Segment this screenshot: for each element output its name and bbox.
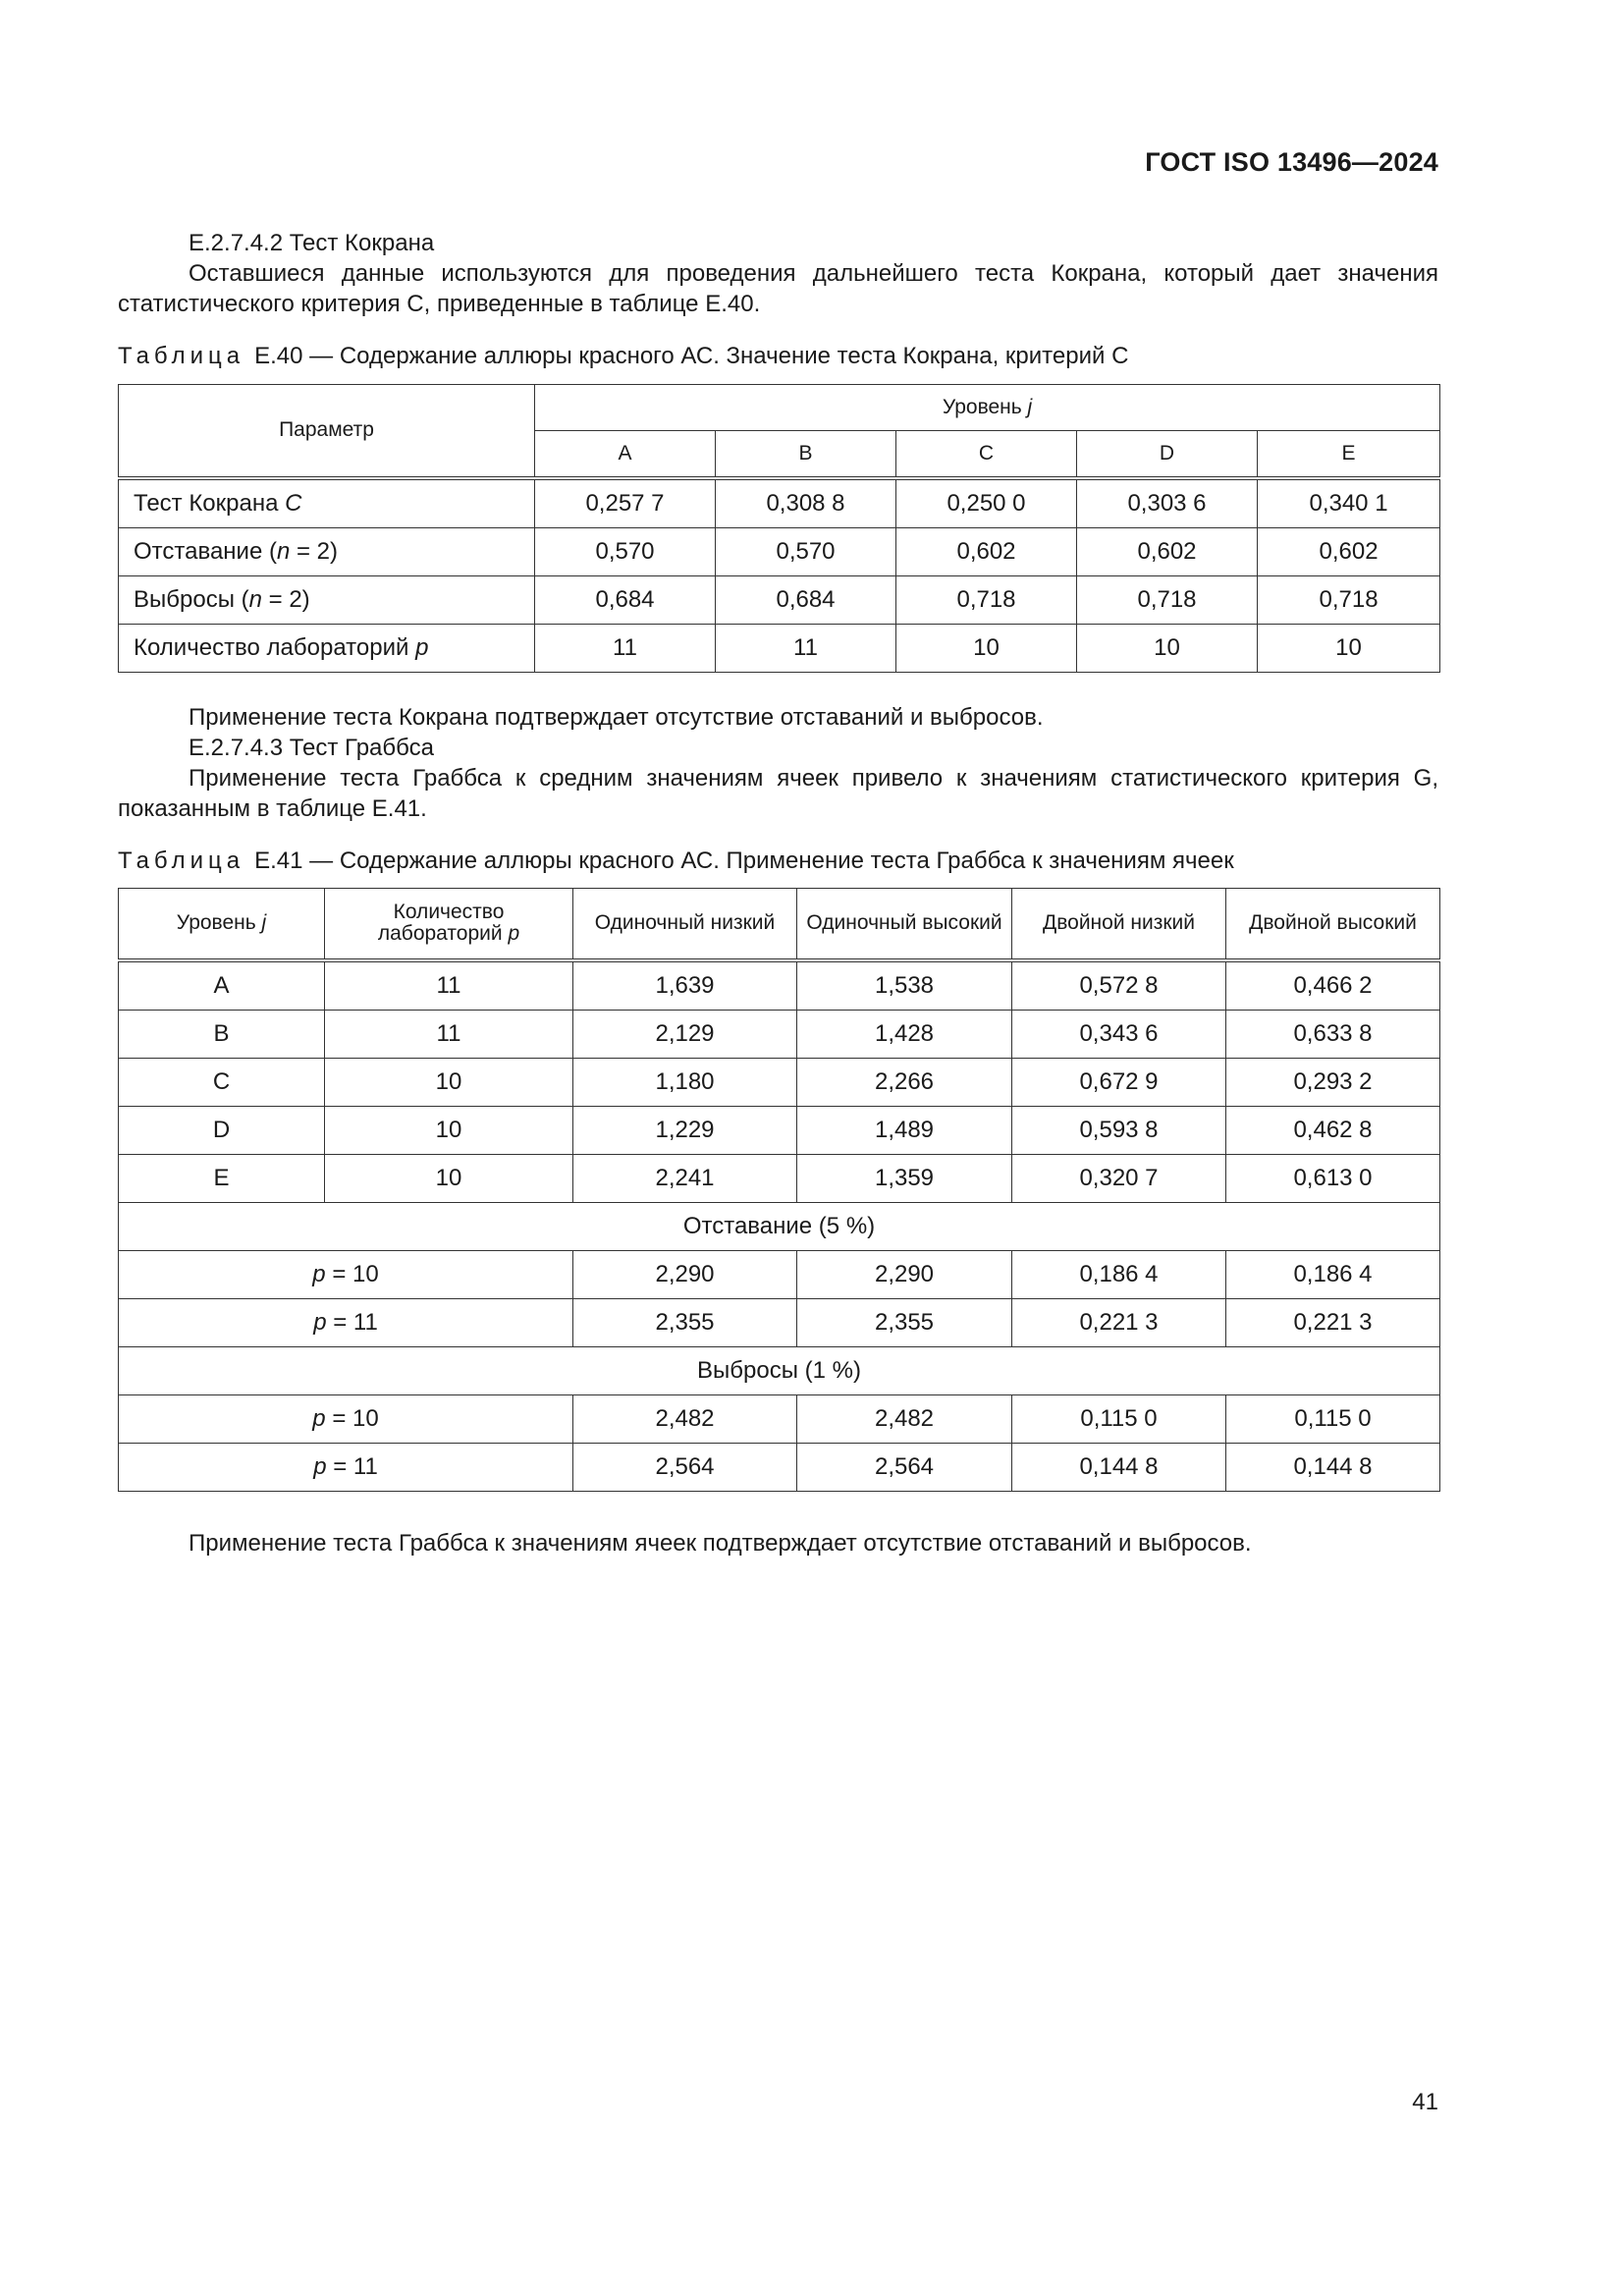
page-number: 41 (1412, 2089, 1438, 2115)
row-label: Выбросы (n = 2) (119, 575, 535, 624)
table-cell: 2,564 (573, 1443, 797, 1491)
header-level-b: B (716, 431, 896, 478)
table-cell: 0,718 (1077, 575, 1258, 624)
p-label: p = 10 (119, 1250, 573, 1298)
table-cell: 0,570 (535, 527, 716, 575)
table-cell: 10 (1077, 624, 1258, 672)
table-cell: 10 (896, 624, 1077, 672)
table-cell: 2,482 (797, 1394, 1012, 1443)
table-caption-text: Е.40 — Содержание аллюры красного АС. Значение теста Кокрана, критерий С (254, 343, 1129, 369)
table-cell: 0,602 (1077, 527, 1258, 575)
table-cell: 1,489 (797, 1106, 1012, 1154)
table-caption-e40 (118, 341, 1128, 371)
table-e41 (118, 888, 1440, 1492)
table-cell: 2,482 (573, 1394, 797, 1443)
table-section-row (119, 1202, 1440, 1250)
table-cell: 10 (325, 1154, 573, 1202)
table-e40 (118, 384, 1440, 673)
table-cell: D (119, 1106, 325, 1154)
table-cell: 1,639 (573, 960, 797, 1011)
table-cell: 1,229 (573, 1106, 797, 1154)
table-cell: 0,303 6 (1077, 478, 1258, 528)
table-cell: 0,340 1 (1258, 478, 1440, 528)
table-cell: 0,684 (716, 575, 896, 624)
table-cell: 0,718 (1258, 575, 1440, 624)
header-single-low: Одиночный низкий (573, 889, 797, 960)
table-row (119, 1058, 1440, 1106)
table-cell: 1,359 (797, 1154, 1012, 1202)
header-level-d: D (1077, 431, 1258, 478)
table-row (119, 575, 1440, 624)
table-cell: 0,320 7 (1012, 1154, 1226, 1202)
table-cell: 0,602 (1258, 527, 1440, 575)
table-row (119, 1010, 1440, 1058)
row-label: Количество лабораторий p (119, 624, 535, 672)
table-cell: 0,343 6 (1012, 1010, 1226, 1058)
cochran-conclusion: Применение теста Кокрана подтверждает отсутствие отставаний и выбросов. (189, 704, 1044, 731)
table-cell: 0,572 8 (1012, 960, 1226, 1011)
table-cell: 10 (325, 1058, 573, 1106)
table-row (119, 624, 1440, 672)
table-row (119, 1250, 1440, 1298)
header-labs: Количество лабораторий p (325, 889, 573, 960)
table-cell: B (119, 1010, 325, 1058)
table-cell: 0,186 4 (1012, 1250, 1226, 1298)
header-level-c: C (896, 431, 1077, 478)
table-row (119, 1298, 1440, 1346)
table-cell: 2,290 (573, 1250, 797, 1298)
row-label: Отставание (n = 2) (119, 527, 535, 575)
table-cell: 0,602 (896, 527, 1077, 575)
p-label: p = 10 (119, 1394, 573, 1443)
table-cell: 11 (325, 1010, 573, 1058)
table-caption-e41 (118, 846, 1234, 876)
row-label: Тест Кокрана C (119, 478, 535, 528)
table-cell: 0,250 0 (896, 478, 1077, 528)
table-cell: 2,564 (797, 1443, 1012, 1491)
header-level-a: A (535, 431, 716, 478)
table-row (119, 1154, 1440, 1202)
table-caption-text: Е.41 — Содержание аллюры красного АС. Применение теста Граббса к значениям ячеек (254, 847, 1234, 874)
table-row (119, 1443, 1440, 1491)
table-cell: A (119, 960, 325, 1011)
table-cell: 0,672 9 (1012, 1058, 1226, 1106)
table-row (119, 1106, 1440, 1154)
table-cell: 0,718 (896, 575, 1077, 624)
section-heading-grubbs: Е.2.7.4.3 Тест Граббса (189, 735, 434, 761)
table-cell: 11 (535, 624, 716, 672)
table-row (119, 1394, 1440, 1443)
table-cell: 2,241 (573, 1154, 797, 1202)
table-cell: 0,221 3 (1012, 1298, 1226, 1346)
table-cell: 10 (1258, 624, 1440, 672)
table-cell: 2,129 (573, 1010, 797, 1058)
header-single-high: Одиночный высокий (797, 889, 1012, 960)
table-cell: 10 (325, 1106, 573, 1154)
section-text-grubbs: Применение теста Граббса к средним значениям ячеек привело к значениям статистического критерия G, показанным в таблице Е.41. (118, 765, 1438, 822)
table-cell: 1,428 (797, 1010, 1012, 1058)
table-cell: 2,355 (797, 1298, 1012, 1346)
table-cell: 0,115 0 (1226, 1394, 1440, 1443)
table-cell: 0,144 8 (1012, 1443, 1226, 1491)
table-row (119, 478, 1440, 528)
table-cell: 0,221 3 (1226, 1298, 1440, 1346)
outliers-title: Выбросы (1 %) (119, 1346, 1440, 1394)
table-cell: 11 (325, 960, 573, 1011)
table-cell: 0,466 2 (1226, 960, 1440, 1011)
table-cell: 0,308 8 (716, 478, 896, 528)
table-cell: 0,684 (535, 575, 716, 624)
table-cell: 0,613 0 (1226, 1154, 1440, 1202)
document-code: ГОСТ ISO 13496—2024 (1145, 147, 1438, 177)
table-cell: 0,593 8 (1012, 1106, 1226, 1154)
table-cell: 2,355 (573, 1298, 797, 1346)
header-level-e: E (1258, 431, 1440, 478)
table-row (119, 527, 1440, 575)
header-level: Уровень j (119, 889, 325, 960)
table-cell: 1,180 (573, 1058, 797, 1106)
table-cell: 0,633 8 (1226, 1010, 1440, 1058)
grubbs-conclusion: Применение теста Граббса к значениям ячеек подтверждает отсутствие отставаний и выбросов. (189, 1530, 1252, 1557)
table-caption-prefix: Таблица (118, 847, 245, 874)
table-cell: 0,257 7 (535, 478, 716, 528)
p-label: p = 11 (119, 1298, 573, 1346)
table-cell: 0,293 2 (1226, 1058, 1440, 1106)
p-label: p = 11 (119, 1443, 573, 1491)
header-double-low: Двойной низкий (1012, 889, 1226, 960)
table-cell: 0,115 0 (1012, 1394, 1226, 1443)
section-text-cochran: Оставшиеся данные используются для проведения дальнейшего теста Кокрана, который дает значения статистического критерия С, приведенные в таблице Е.40. (118, 260, 1438, 317)
table-cell: E (119, 1154, 325, 1202)
table-section-row (119, 1346, 1440, 1394)
header-level: Уровень j (535, 385, 1440, 431)
stragglers-title: Отставание (5 %) (119, 1202, 1440, 1250)
table-cell: 0,186 4 (1226, 1250, 1440, 1298)
table-row (119, 960, 1440, 1011)
header-double-high: Двойной высокий (1226, 889, 1440, 960)
table-cell: 2,266 (797, 1058, 1012, 1106)
table-cell: 0,570 (716, 527, 896, 575)
table-cell: 0,144 8 (1226, 1443, 1440, 1491)
table-cell: 0,462 8 (1226, 1106, 1440, 1154)
header-parameter: Параметр (119, 385, 535, 478)
table-caption-prefix: Таблица (118, 343, 245, 369)
table-cell: 2,290 (797, 1250, 1012, 1298)
table-cell: 11 (716, 624, 896, 672)
section-heading-cochran: Е.2.7.4.2 Тест Кокрана (189, 230, 435, 256)
table-cell: C (119, 1058, 325, 1106)
table-cell: 1,538 (797, 960, 1012, 1011)
